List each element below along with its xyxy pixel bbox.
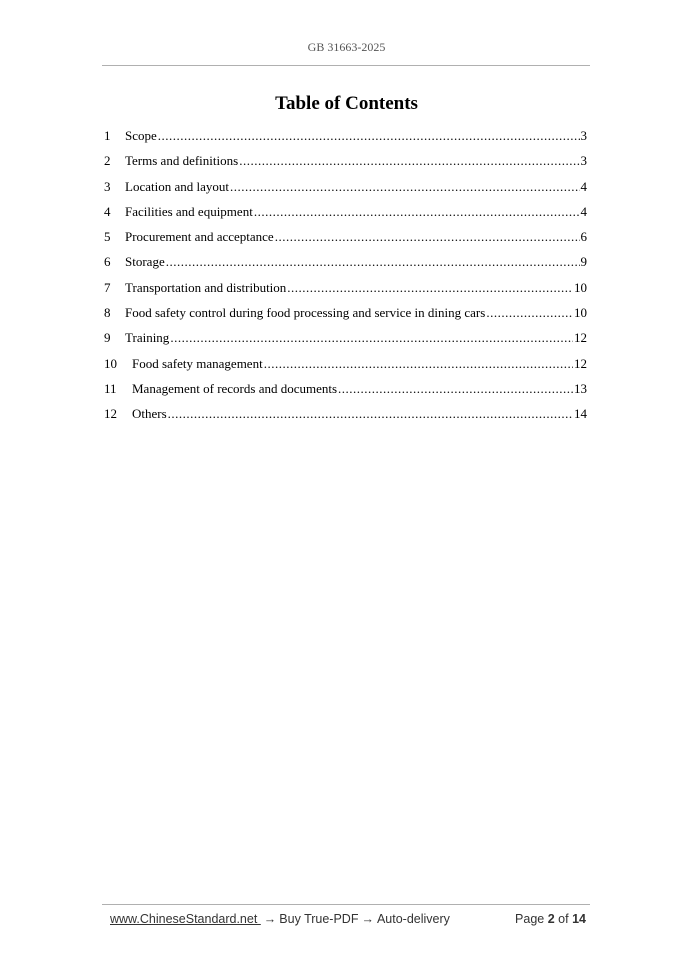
toc-entry-transportation[interactable]	[104, 280, 587, 305]
toc-entry-number: 8	[104, 305, 111, 321]
toc-entry-number: 1	[104, 128, 111, 143]
document-code-header: GB 31663-2025	[307, 40, 386, 54]
toc-dot-leader	[275, 229, 580, 245]
buy-pdf-text: Buy True-PDF	[279, 912, 359, 926]
toc-entry-page: 3	[580, 128, 587, 143]
toc-entry-records[interactable]	[104, 381, 587, 406]
toc-entry-page: 12	[574, 355, 587, 371]
auto-delivery-text: Auto-delivery	[376, 912, 450, 926]
toc-entry-page: 12	[574, 330, 587, 346]
toc-entry-procurement[interactable]	[104, 229, 587, 254]
toc-entry-facilities[interactable]	[104, 204, 587, 229]
toc-entry-text: Management of records and documents	[132, 380, 338, 396]
toc-entry-number: 5	[104, 229, 111, 245]
toc-entry-text: Procurement and acceptance	[125, 229, 274, 245]
toc-entry-storage[interactable]	[104, 254, 587, 279]
page-indicator	[515, 912, 586, 926]
toc-entry-text: Scope	[125, 128, 157, 143]
footer-divider	[102, 904, 590, 905]
toc-entry-text: Location and layout	[125, 178, 229, 194]
arrow-right-icon: →	[263, 912, 277, 926]
page-label: Page	[515, 912, 545, 926]
toc-entry-text: Training	[125, 330, 170, 346]
toc-entry-number: 6	[104, 254, 111, 270]
toc-dot-leader	[168, 406, 573, 422]
toc-entry-text: Food safety management	[132, 355, 263, 371]
total-pages-number: 14	[572, 912, 586, 926]
toc-entry-others[interactable]	[104, 406, 587, 431]
toc-list	[104, 128, 587, 432]
toc-entry-number: 4	[104, 203, 111, 219]
current-page-number: 2	[547, 912, 555, 926]
toc-dot-leader	[254, 204, 580, 220]
toc-entry-food-safety-control[interactable]	[104, 305, 587, 330]
toc-dot-leader	[239, 153, 579, 169]
toc-dot-leader	[287, 280, 573, 296]
toc-entry-number: 3	[104, 178, 111, 194]
toc-dot-leader	[230, 179, 580, 195]
toc-entry-training[interactable]	[104, 330, 587, 355]
of-label: of	[558, 912, 569, 926]
toc-entry-number: 11	[104, 380, 117, 396]
toc-entry-page: 4	[580, 178, 587, 194]
toc-entry-page: 10	[574, 279, 587, 295]
toc-title: Table of Contents	[275, 93, 418, 114]
site-link[interactable]: www.ChineseStandard.net	[110, 912, 261, 926]
header-divider	[102, 65, 590, 66]
toc-entry-number: 10	[104, 355, 117, 371]
toc-entry-number: 12	[104, 406, 117, 422]
toc-entry-number: 7	[104, 279, 111, 295]
toc-dot-leader	[486, 305, 573, 321]
toc-entry-text: Facilities and equipment	[125, 203, 253, 219]
toc-entry-location[interactable]	[104, 179, 587, 204]
toc-dot-leader	[264, 356, 573, 372]
toc-entry-text: Terms and definitions	[125, 153, 239, 169]
toc-entry-text: Transportation and distribution	[125, 279, 287, 295]
toc-dot-leader	[166, 254, 580, 270]
toc-entry-text: Others	[132, 406, 167, 422]
toc-entry-page: 9	[580, 254, 587, 270]
page-footer	[110, 912, 586, 926]
toc-entry-page: 4	[580, 203, 587, 219]
arrow-right-icon: →	[361, 912, 374, 926]
toc-entry-page: 14	[574, 406, 587, 422]
toc-dot-leader	[170, 330, 573, 346]
toc-entry-page: 3	[580, 153, 587, 169]
toc-entry-page: 6	[580, 229, 587, 245]
toc-entry-food-safety-management[interactable]	[104, 356, 587, 381]
toc-entry-terms[interactable]	[104, 153, 587, 178]
toc-entry-text: Food safety control during food processing and service in dining cars	[125, 305, 486, 321]
toc-dot-leader	[338, 381, 573, 397]
toc-entry-scope[interactable]	[104, 128, 587, 153]
toc-dot-leader	[158, 128, 580, 144]
toc-entry-page: 13	[574, 380, 587, 396]
toc-entry-page: 10	[574, 305, 587, 321]
toc-entry-number: 2	[104, 153, 111, 169]
toc-entry-text: Storage	[125, 254, 165, 270]
toc-entry-number: 9	[104, 330, 111, 346]
